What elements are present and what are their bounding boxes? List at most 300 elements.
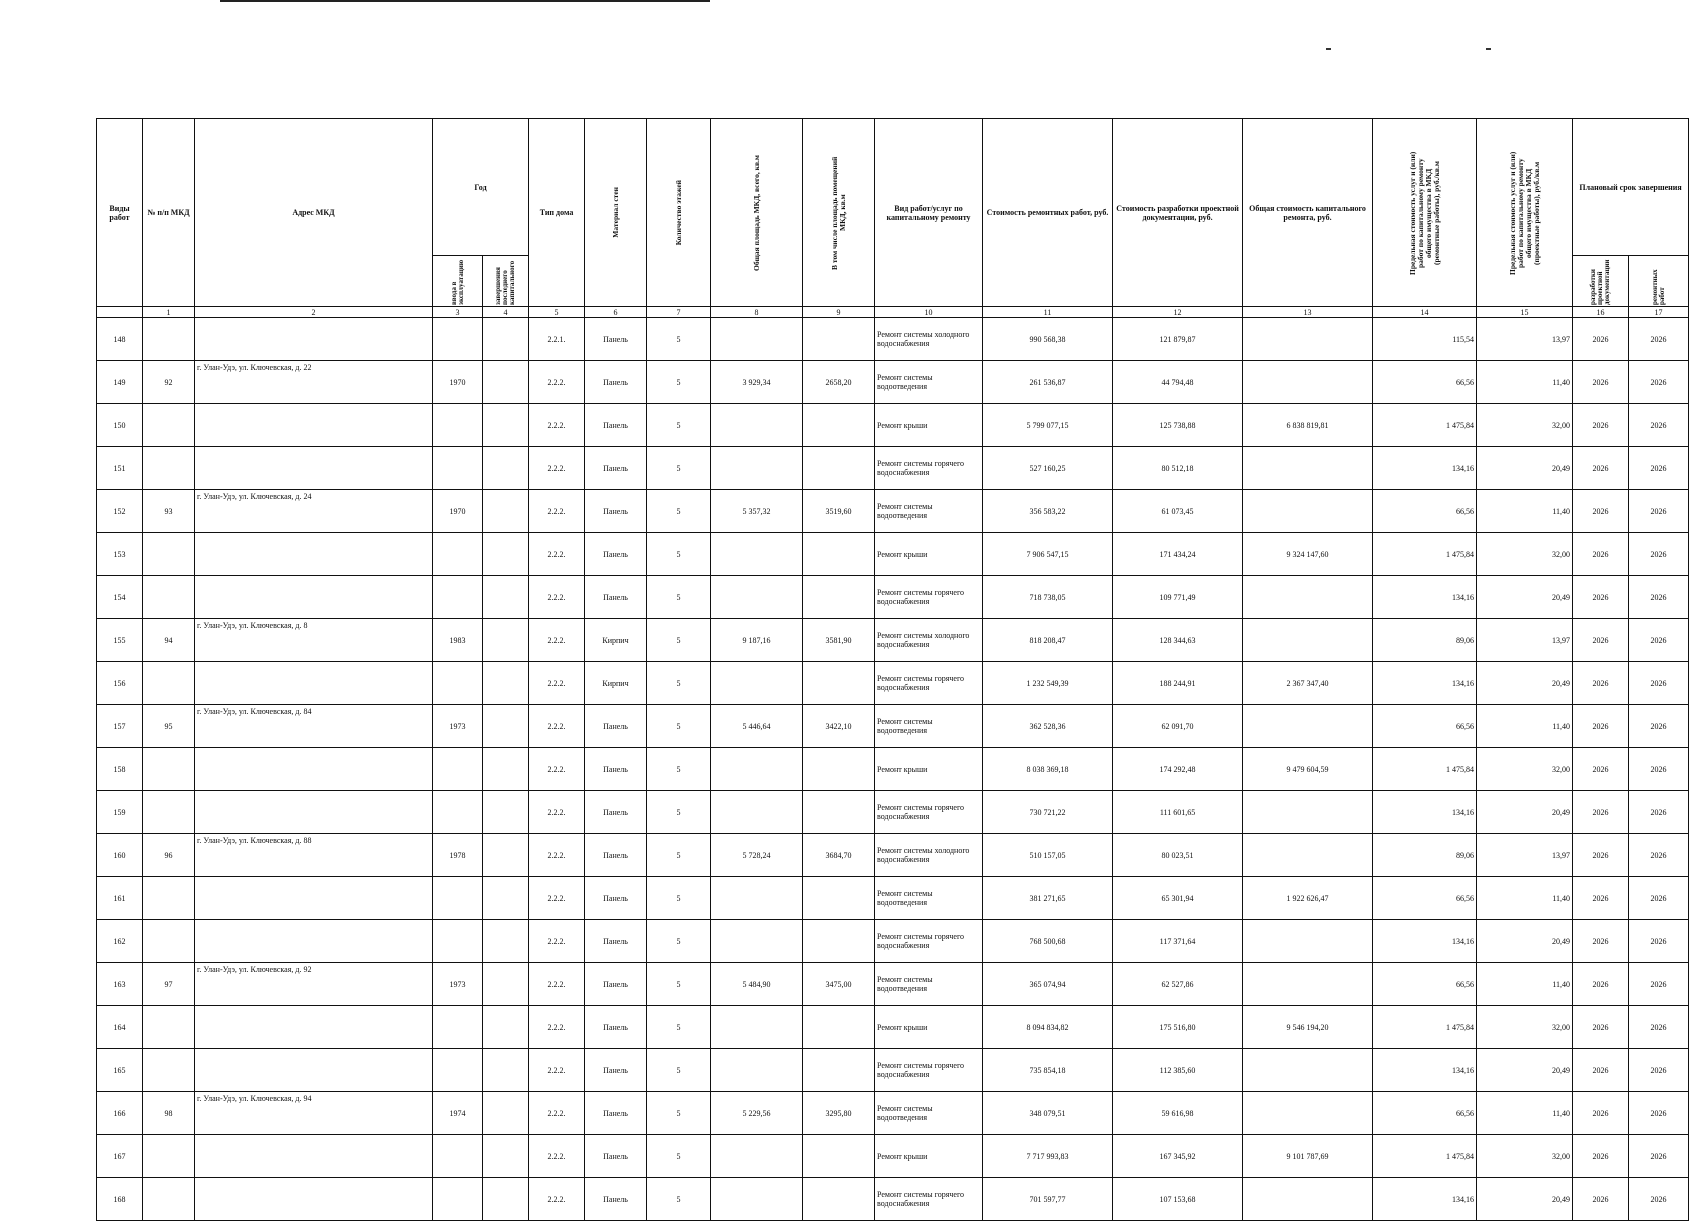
mkd-number bbox=[143, 1049, 195, 1092]
premises-area bbox=[803, 1006, 875, 1049]
premises-area bbox=[803, 318, 875, 361]
deadline-repair: 2026 bbox=[1629, 1049, 1689, 1092]
year-last-repair bbox=[483, 834, 529, 877]
floors: 5 bbox=[647, 447, 711, 490]
total-area: 5 446,64 bbox=[711, 705, 803, 748]
limit-repair: 134,16 bbox=[1373, 1049, 1477, 1092]
deadline-repair: 2026 bbox=[1629, 576, 1689, 619]
work-kind: Ремонт системы холодного водоснабжения bbox=[875, 834, 983, 877]
deadline-repair: 2026 bbox=[1629, 361, 1689, 404]
house-type: 2.2.2. bbox=[529, 533, 585, 576]
repair-cost: 818 208,47 bbox=[983, 619, 1113, 662]
limit-repair: 66,56 bbox=[1373, 963, 1477, 1006]
header-project-cost: Стоимость разработки проектной документации, руб. bbox=[1113, 119, 1243, 307]
wall-material: Панель bbox=[585, 1178, 647, 1221]
deadline-repair: 2026 bbox=[1629, 1006, 1689, 1049]
wall-material: Кирпич bbox=[585, 619, 647, 662]
project-cost: 62 091,70 bbox=[1113, 705, 1243, 748]
mkd-number: 92 bbox=[143, 361, 195, 404]
limit-project: 20,49 bbox=[1477, 576, 1573, 619]
work-kind: Ремонт системы горячего водоснабжения bbox=[875, 662, 983, 705]
total-cost: 9 324 147,60 bbox=[1243, 533, 1373, 576]
mkd-number: 96 bbox=[143, 834, 195, 877]
project-cost: 111 601,65 bbox=[1113, 791, 1243, 834]
year-commission: 1970 bbox=[433, 490, 483, 533]
header-year-commission: ввода в эксплуатацию bbox=[433, 256, 483, 307]
address-cell bbox=[195, 447, 433, 490]
address-cell bbox=[195, 791, 433, 834]
col-number: 2 bbox=[195, 307, 433, 318]
total-area bbox=[711, 791, 803, 834]
work-kind: Ремонт системы горячего водоснабжения bbox=[875, 447, 983, 490]
capital-repair-table bbox=[96, 118, 1689, 1221]
floors: 5 bbox=[647, 963, 711, 1006]
repair-cost: 7 906 547,15 bbox=[983, 533, 1113, 576]
wall-material: Панель bbox=[585, 834, 647, 877]
year-last-repair bbox=[483, 619, 529, 662]
wall-material: Панель bbox=[585, 1049, 647, 1092]
wall-material: Панель bbox=[585, 404, 647, 447]
row-number: 154 bbox=[97, 576, 143, 619]
address-cell bbox=[195, 877, 433, 920]
col-number: 15 bbox=[1477, 307, 1573, 318]
deadline-project: 2026 bbox=[1573, 1092, 1629, 1135]
year-commission bbox=[433, 533, 483, 576]
table-row bbox=[97, 705, 1689, 748]
total-cost: 9 101 787,69 bbox=[1243, 1135, 1373, 1178]
address-cell bbox=[195, 318, 433, 361]
year-commission bbox=[433, 1006, 483, 1049]
limit-project: 32,00 bbox=[1477, 533, 1573, 576]
column-numbers-row bbox=[97, 307, 1689, 318]
mkd-number bbox=[143, 791, 195, 834]
limit-project: 32,00 bbox=[1477, 404, 1573, 447]
total-area: 9 187,16 bbox=[711, 619, 803, 662]
col-number: 6 bbox=[585, 307, 647, 318]
col-number: 7 bbox=[647, 307, 711, 318]
deadline-repair: 2026 bbox=[1629, 619, 1689, 662]
total-area bbox=[711, 576, 803, 619]
house-type: 2.2.2. bbox=[529, 1006, 585, 1049]
limit-repair: 66,56 bbox=[1373, 490, 1477, 533]
table-row bbox=[97, 748, 1689, 791]
deadline-project: 2026 bbox=[1573, 361, 1629, 404]
year-last-repair bbox=[483, 1135, 529, 1178]
limit-project: 20,49 bbox=[1477, 447, 1573, 490]
year-last-repair bbox=[483, 1049, 529, 1092]
repair-cost: 1 232 549,39 bbox=[983, 662, 1113, 705]
wall-material: Панель bbox=[585, 1006, 647, 1049]
wall-material: Панель bbox=[585, 1135, 647, 1178]
year-commission bbox=[433, 1135, 483, 1178]
year-last-repair bbox=[483, 705, 529, 748]
col-number: 9 bbox=[803, 307, 875, 318]
year-commission: 1974 bbox=[433, 1092, 483, 1135]
col-number: 17 bbox=[1629, 307, 1689, 318]
floors: 5 bbox=[647, 619, 711, 662]
limit-project: 32,00 bbox=[1477, 1135, 1573, 1178]
row-number: 151 bbox=[97, 447, 143, 490]
deadline-repair: 2026 bbox=[1629, 1135, 1689, 1178]
deadline-project: 2026 bbox=[1573, 963, 1629, 1006]
floors: 5 bbox=[647, 404, 711, 447]
col-number: 11 bbox=[983, 307, 1113, 318]
row-number: 158 bbox=[97, 748, 143, 791]
total-area bbox=[711, 748, 803, 791]
row-number: 157 bbox=[97, 705, 143, 748]
limit-project: 11,40 bbox=[1477, 705, 1573, 748]
house-type: 2.2.2. bbox=[529, 963, 585, 1006]
total-cost bbox=[1243, 1178, 1373, 1221]
mkd-number bbox=[143, 877, 195, 920]
row-number: 150 bbox=[97, 404, 143, 447]
header-limit-project: Предельная стоимость услуг и (или) работ по капитальному ремонту общего имущества в МКД (проектные работы), руб./кв.м bbox=[1477, 119, 1573, 307]
mkd-number bbox=[143, 920, 195, 963]
table-row bbox=[97, 318, 1689, 361]
row-number: 148 bbox=[97, 318, 143, 361]
mkd-number: 98 bbox=[143, 1092, 195, 1135]
total-area: 5 728,24 bbox=[711, 834, 803, 877]
year-commission bbox=[433, 318, 483, 361]
total-cost bbox=[1243, 791, 1373, 834]
year-last-repair bbox=[483, 576, 529, 619]
mkd-number bbox=[143, 533, 195, 576]
house-type: 2.2.2. bbox=[529, 490, 585, 533]
house-type: 2.2.2. bbox=[529, 361, 585, 404]
total-area bbox=[711, 1049, 803, 1092]
premises-area bbox=[803, 1178, 875, 1221]
total-cost bbox=[1243, 920, 1373, 963]
mkd-number bbox=[143, 1135, 195, 1178]
table-row bbox=[97, 1135, 1689, 1178]
deadline-repair: 2026 bbox=[1629, 791, 1689, 834]
floors: 5 bbox=[647, 834, 711, 877]
total-cost bbox=[1243, 619, 1373, 662]
table-row bbox=[97, 1049, 1689, 1092]
premises-area bbox=[803, 533, 875, 576]
address-cell bbox=[195, 1006, 433, 1049]
limit-repair: 89,06 bbox=[1373, 619, 1477, 662]
premises-area bbox=[803, 447, 875, 490]
total-area: 3 929,34 bbox=[711, 361, 803, 404]
floors: 5 bbox=[647, 361, 711, 404]
row-number: 166 bbox=[97, 1092, 143, 1135]
work-kind: Ремонт системы водоотведения bbox=[875, 963, 983, 1006]
deadline-repair: 2026 bbox=[1629, 920, 1689, 963]
col-number: 10 bbox=[875, 307, 983, 318]
total-area: 5 484,90 bbox=[711, 963, 803, 1006]
limit-project: 11,40 bbox=[1477, 361, 1573, 404]
table-row bbox=[97, 361, 1689, 404]
floors: 5 bbox=[647, 490, 711, 533]
row-number: 160 bbox=[97, 834, 143, 877]
col-number: 8 bbox=[711, 307, 803, 318]
floors: 5 bbox=[647, 920, 711, 963]
header-house-type: Тип дома bbox=[529, 119, 585, 307]
limit-project: 20,49 bbox=[1477, 791, 1573, 834]
year-last-repair bbox=[483, 318, 529, 361]
house-type: 2.2.2. bbox=[529, 791, 585, 834]
limit-repair: 1 475,84 bbox=[1373, 533, 1477, 576]
year-commission bbox=[433, 791, 483, 834]
house-type: 2.2.2. bbox=[529, 447, 585, 490]
mkd-number bbox=[143, 1178, 195, 1221]
deadline-repair: 2026 bbox=[1629, 963, 1689, 1006]
premises-area bbox=[803, 404, 875, 447]
work-kind: Ремонт системы холодного водоснабжения bbox=[875, 318, 983, 361]
house-type: 2.2.2. bbox=[529, 1092, 585, 1135]
header-deadline-repair: ремонтных работ bbox=[1629, 256, 1689, 307]
premises-area bbox=[803, 662, 875, 705]
limit-project: 32,00 bbox=[1477, 748, 1573, 791]
header-floors: Количество этажей bbox=[647, 119, 711, 307]
header-work-types: Виды работ bbox=[97, 119, 143, 307]
repair-cost: 735 854,18 bbox=[983, 1049, 1113, 1092]
floors: 5 bbox=[647, 1006, 711, 1049]
year-commission bbox=[433, 404, 483, 447]
scan-mark bbox=[1486, 48, 1491, 50]
floors: 5 bbox=[647, 318, 711, 361]
mkd-number: 95 bbox=[143, 705, 195, 748]
floors: 5 bbox=[647, 1092, 711, 1135]
deadline-project: 2026 bbox=[1573, 877, 1629, 920]
col-number: 16 bbox=[1573, 307, 1629, 318]
row-number: 167 bbox=[97, 1135, 143, 1178]
wall-material: Панель bbox=[585, 490, 647, 533]
limit-project: 13,97 bbox=[1477, 318, 1573, 361]
wall-material: Панель bbox=[585, 920, 647, 963]
house-type: 2.2.2. bbox=[529, 619, 585, 662]
limit-repair: 66,56 bbox=[1373, 877, 1477, 920]
deadline-repair: 2026 bbox=[1629, 1178, 1689, 1221]
wall-material: Панель bbox=[585, 705, 647, 748]
house-type: 2.2.2. bbox=[529, 834, 585, 877]
year-last-repair bbox=[483, 791, 529, 834]
table-row bbox=[97, 834, 1689, 877]
total-cost: 2 367 347,40 bbox=[1243, 662, 1373, 705]
limit-repair: 1 475,84 bbox=[1373, 748, 1477, 791]
floors: 5 bbox=[647, 576, 711, 619]
project-cost: 62 527,86 bbox=[1113, 963, 1243, 1006]
project-cost: 109 771,49 bbox=[1113, 576, 1243, 619]
project-cost: 44 794,48 bbox=[1113, 361, 1243, 404]
project-cost: 112 385,60 bbox=[1113, 1049, 1243, 1092]
mkd-number bbox=[143, 748, 195, 791]
year-commission: 1973 bbox=[433, 963, 483, 1006]
year-last-repair bbox=[483, 361, 529, 404]
project-cost: 80 023,51 bbox=[1113, 834, 1243, 877]
total-cost bbox=[1243, 963, 1373, 1006]
repair-cost: 990 568,38 bbox=[983, 318, 1113, 361]
wall-material: Панель bbox=[585, 318, 647, 361]
row-number: 156 bbox=[97, 662, 143, 705]
deadline-project: 2026 bbox=[1573, 791, 1629, 834]
total-cost: 9 479 604,59 bbox=[1243, 748, 1373, 791]
limit-repair: 66,56 bbox=[1373, 1092, 1477, 1135]
header-limit-repair: Предельная стоимость услуг и (или) работ по капитальному ремонту общего имущества в МКД (ремонтные работы), руб./кв.м bbox=[1373, 119, 1477, 307]
repair-cost: 8 094 834,82 bbox=[983, 1006, 1113, 1049]
total-cost bbox=[1243, 576, 1373, 619]
total-area bbox=[711, 1178, 803, 1221]
repair-cost: 701 597,77 bbox=[983, 1178, 1113, 1221]
year-commission bbox=[433, 748, 483, 791]
deadline-repair: 2026 bbox=[1629, 705, 1689, 748]
year-commission bbox=[433, 1049, 483, 1092]
table-row bbox=[97, 533, 1689, 576]
work-kind: Ремонт системы горячего водоснабжения bbox=[875, 920, 983, 963]
repair-cost: 381 271,65 bbox=[983, 877, 1113, 920]
address-cell bbox=[195, 576, 433, 619]
premises-area: 3422,10 bbox=[803, 705, 875, 748]
year-commission bbox=[433, 576, 483, 619]
repair-cost: 8 038 369,18 bbox=[983, 748, 1113, 791]
deadline-project: 2026 bbox=[1573, 662, 1629, 705]
header-total-cost: Общая стоимость капитального ремонта, руб. bbox=[1243, 119, 1373, 307]
limit-repair: 115,54 bbox=[1373, 318, 1477, 361]
address-cell: г. Улан-Удэ, ул. Ключевская, д. 92 bbox=[195, 963, 433, 1006]
header-premises-area: В том числе площадь помещений МКД, кв.м bbox=[803, 119, 875, 307]
address-cell bbox=[195, 662, 433, 705]
total-area: 5 357,32 bbox=[711, 490, 803, 533]
deadline-project: 2026 bbox=[1573, 834, 1629, 877]
row-number: 168 bbox=[97, 1178, 143, 1221]
deadline-project: 2026 bbox=[1573, 705, 1629, 748]
floors: 5 bbox=[647, 705, 711, 748]
deadline-repair: 2026 bbox=[1629, 318, 1689, 361]
wall-material: Панель bbox=[585, 877, 647, 920]
address-cell bbox=[195, 1135, 433, 1178]
header-mkd-number: № п/п МКД bbox=[143, 119, 195, 307]
deadline-project: 2026 bbox=[1573, 490, 1629, 533]
row-number: 161 bbox=[97, 877, 143, 920]
limit-repair: 1 475,84 bbox=[1373, 1006, 1477, 1049]
year-commission: 1978 bbox=[433, 834, 483, 877]
table-row bbox=[97, 1006, 1689, 1049]
total-area bbox=[711, 877, 803, 920]
limit-repair: 1 475,84 bbox=[1373, 1135, 1477, 1178]
col-number bbox=[97, 307, 143, 318]
limit-repair: 134,16 bbox=[1373, 576, 1477, 619]
house-type: 2.2.2. bbox=[529, 1178, 585, 1221]
address-cell bbox=[195, 1049, 433, 1092]
limit-repair: 134,16 bbox=[1373, 920, 1477, 963]
year-commission: 1970 bbox=[433, 361, 483, 404]
work-kind: Ремонт системы горячего водоснабжения bbox=[875, 1049, 983, 1092]
project-cost: 175 516,80 bbox=[1113, 1006, 1243, 1049]
table-row bbox=[97, 1178, 1689, 1221]
mkd-number: 94 bbox=[143, 619, 195, 662]
premises-area bbox=[803, 791, 875, 834]
deadline-project: 2026 bbox=[1573, 1049, 1629, 1092]
address-cell: г. Улан-Удэ, ул. Ключевская, д. 22 bbox=[195, 361, 433, 404]
limit-project: 13,97 bbox=[1477, 619, 1573, 662]
total-cost: 1 922 626,47 bbox=[1243, 877, 1373, 920]
table-row bbox=[97, 877, 1689, 920]
table-row bbox=[97, 662, 1689, 705]
repair-cost: 365 074,94 bbox=[983, 963, 1113, 1006]
year-last-repair bbox=[483, 404, 529, 447]
wall-material: Панель bbox=[585, 533, 647, 576]
header-deadline-project: разработки проектной документации bbox=[1573, 256, 1629, 307]
mkd-number: 97 bbox=[143, 963, 195, 1006]
project-cost: 80 512,18 bbox=[1113, 447, 1243, 490]
total-cost bbox=[1243, 361, 1373, 404]
premises-area: 3295,80 bbox=[803, 1092, 875, 1135]
project-cost: 117 371,64 bbox=[1113, 920, 1243, 963]
house-type: 2.2.2. bbox=[529, 748, 585, 791]
table-row bbox=[97, 963, 1689, 1006]
row-number: 159 bbox=[97, 791, 143, 834]
project-cost: 65 301,94 bbox=[1113, 877, 1243, 920]
work-kind: Ремонт крыши bbox=[875, 404, 983, 447]
table-header bbox=[97, 119, 1689, 318]
year-commission: 1973 bbox=[433, 705, 483, 748]
wall-material: Кирпич bbox=[585, 662, 647, 705]
repair-cost: 348 079,51 bbox=[983, 1092, 1113, 1135]
work-kind: Ремонт системы водоотведения bbox=[875, 361, 983, 404]
total-area bbox=[711, 1135, 803, 1178]
col-number: 3 bbox=[433, 307, 483, 318]
deadline-project: 2026 bbox=[1573, 318, 1629, 361]
total-cost bbox=[1243, 705, 1373, 748]
deadline-project: 2026 bbox=[1573, 404, 1629, 447]
mkd-number bbox=[143, 318, 195, 361]
repair-cost: 768 500,68 bbox=[983, 920, 1113, 963]
work-kind: Ремонт системы горячего водоснабжения bbox=[875, 1178, 983, 1221]
limit-repair: 66,56 bbox=[1373, 361, 1477, 404]
total-cost: 6 838 819,81 bbox=[1243, 404, 1373, 447]
work-kind: Ремонт системы горячего водоснабжения bbox=[875, 576, 983, 619]
deadline-repair: 2026 bbox=[1629, 834, 1689, 877]
premises-area bbox=[803, 576, 875, 619]
wall-material: Панель bbox=[585, 1092, 647, 1135]
work-kind: Ремонт системы водоотведения bbox=[875, 490, 983, 533]
mkd-number bbox=[143, 404, 195, 447]
limit-project: 11,40 bbox=[1477, 1092, 1573, 1135]
deadline-project: 2026 bbox=[1573, 619, 1629, 662]
premises-area: 3684,70 bbox=[803, 834, 875, 877]
year-last-repair bbox=[483, 877, 529, 920]
repair-cost: 527 160,25 bbox=[983, 447, 1113, 490]
total-cost bbox=[1243, 318, 1373, 361]
total-area bbox=[711, 533, 803, 576]
floors: 5 bbox=[647, 748, 711, 791]
premises-area bbox=[803, 1135, 875, 1178]
year-last-repair bbox=[483, 1178, 529, 1221]
work-kind: Ремонт крыши bbox=[875, 1006, 983, 1049]
total-cost bbox=[1243, 1092, 1373, 1135]
house-type: 2.2.1. bbox=[529, 318, 585, 361]
header-total-area: Общая площадь МКД, всего, кв.м bbox=[711, 119, 803, 307]
header-wall-material: Материал стен bbox=[585, 119, 647, 307]
address-cell bbox=[195, 533, 433, 576]
total-cost: 9 546 194,20 bbox=[1243, 1006, 1373, 1049]
repair-cost: 730 721,22 bbox=[983, 791, 1113, 834]
total-area bbox=[711, 920, 803, 963]
total-cost bbox=[1243, 1049, 1373, 1092]
deadline-project: 2026 bbox=[1573, 533, 1629, 576]
mkd-number bbox=[143, 1006, 195, 1049]
work-kind: Ремонт крыши bbox=[875, 748, 983, 791]
total-area bbox=[711, 447, 803, 490]
project-cost: 174 292,48 bbox=[1113, 748, 1243, 791]
premises-area: 3519,60 bbox=[803, 490, 875, 533]
project-cost: 61 073,45 bbox=[1113, 490, 1243, 533]
col-number: 12 bbox=[1113, 307, 1243, 318]
address-cell bbox=[195, 920, 433, 963]
repair-cost: 510 157,05 bbox=[983, 834, 1113, 877]
limit-repair: 134,16 bbox=[1373, 447, 1477, 490]
